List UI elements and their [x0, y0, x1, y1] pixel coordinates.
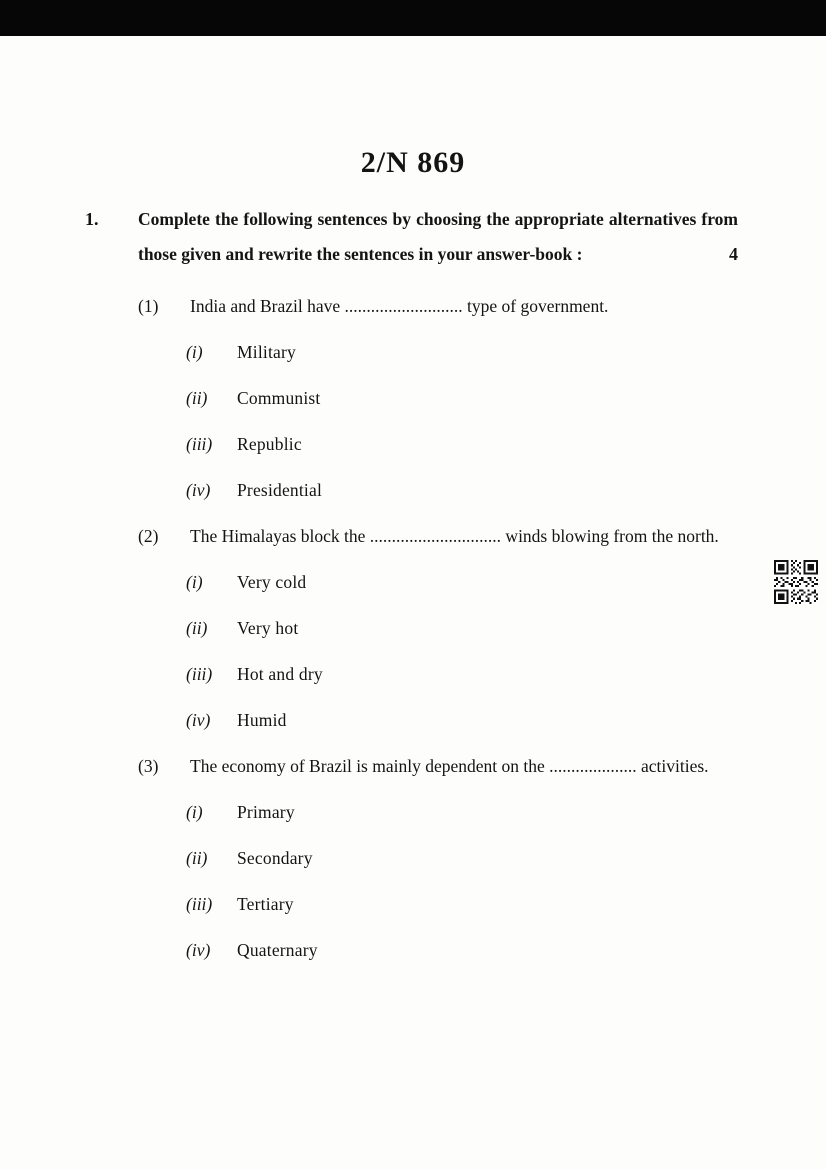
- option-row: [0, 894, 826, 914]
- option-row: [0, 940, 826, 960]
- option-label: (iii): [186, 894, 213, 914]
- marks-value: 4: [729, 244, 738, 264]
- sub-question-text: The Himalayas block the .............................. winds blowing from the north.: [190, 526, 719, 546]
- option-text: Communist: [237, 388, 321, 408]
- question-text: Complete the following sentences by choosing the appropriate alternatives from those given and rewrite the sentences in your answer-book :: [138, 209, 738, 264]
- option-label: (ii): [186, 388, 208, 408]
- sub-question: [0, 526, 826, 546]
- paper-code: 2/N 869: [360, 146, 466, 179]
- sub-question: [0, 296, 826, 316]
- option-text: Hot and dry: [237, 664, 323, 684]
- option-text: Tertiary: [237, 894, 294, 914]
- sub-question-number: (2): [138, 526, 159, 546]
- sub-question-number: (3): [138, 756, 159, 776]
- option-text: Quaternary: [237, 940, 318, 960]
- option-row: [0, 388, 826, 408]
- sub-question-number: (1): [138, 296, 159, 316]
- sub-question-text: The economy of Brazil is mainly dependent on the .................... activities.: [190, 756, 709, 776]
- option-label: (i): [186, 572, 203, 592]
- option-label: (iv): [186, 940, 211, 960]
- option-text: Republic: [237, 434, 302, 454]
- option-label: (iii): [186, 664, 213, 684]
- option-label: (iii): [186, 434, 213, 454]
- option-row: [0, 342, 826, 362]
- option-row: [0, 848, 826, 868]
- option-row: [0, 572, 826, 592]
- question-text-wrap: [138, 202, 738, 272]
- option-row: [0, 802, 826, 822]
- qr-code: [774, 560, 818, 604]
- option-row: [0, 710, 826, 730]
- option-text: Primary: [237, 802, 295, 822]
- option-text: Very hot: [237, 618, 299, 638]
- option-row: [0, 618, 826, 638]
- option-text: Very cold: [237, 572, 307, 592]
- option-label: (ii): [186, 848, 208, 868]
- option-row: [0, 434, 826, 454]
- question-head: [0, 180, 826, 272]
- option-row: [0, 480, 826, 500]
- question-body: [0, 296, 826, 960]
- sub-question-text: India and Brazil have ........................... type of government.: [190, 296, 609, 316]
- option-text: Military: [237, 342, 296, 362]
- question-number: 1.: [85, 209, 99, 229]
- option-label: (iv): [186, 710, 211, 730]
- option-label: (iv): [186, 480, 211, 500]
- option-label: (i): [186, 342, 203, 362]
- option-text: Humid: [237, 710, 287, 730]
- option-text: Presidential: [237, 480, 323, 500]
- option-row: [0, 664, 826, 684]
- option-label: (ii): [186, 618, 208, 638]
- scan-top-edge: [0, 0, 826, 36]
- option-text: Secondary: [237, 848, 313, 868]
- option-label: (i): [186, 802, 203, 822]
- sub-question: [0, 756, 826, 776]
